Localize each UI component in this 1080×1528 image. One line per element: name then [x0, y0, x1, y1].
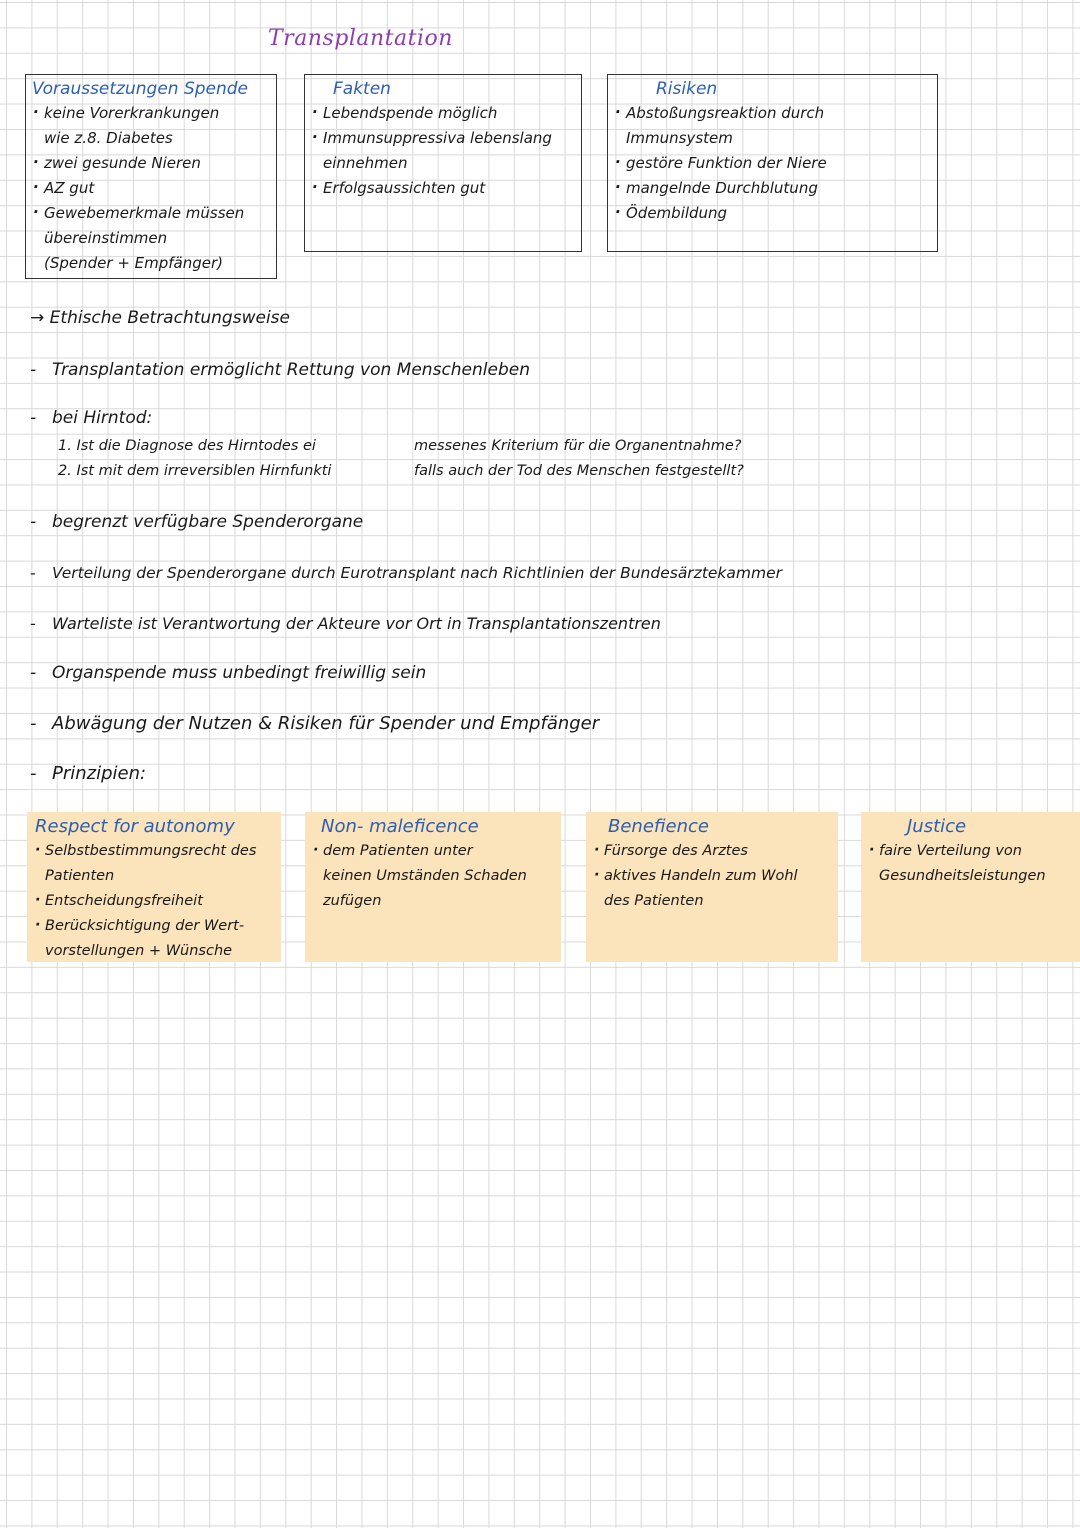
list-item: · Entscheidungsfreiheit — [35, 889, 273, 914]
list-item: Patienten — [45, 868, 115, 884]
arrow-icon: → — [30, 308, 45, 328]
dash-icon: - — [30, 512, 37, 532]
dash-icon: - — [30, 763, 37, 784]
hirntod-question-2b: falls auch der Tod des Menschen festgestellt? — [414, 463, 744, 479]
line-text: Organspende muss unbedingt freiwillig sein — [52, 663, 427, 683]
dash-icon: - — [30, 713, 37, 734]
list-item: keinen Umständen Schaden — [323, 868, 527, 884]
list-item: · dem Patienten unter — [313, 839, 553, 864]
list-item: · Erfolgsaussichten gut — [311, 176, 575, 201]
list-item: · mangelnde Durchblutung — [614, 176, 931, 201]
fakten-heading: Fakten — [333, 79, 391, 99]
list-item: · Abstoßungsreaktion durch — [614, 101, 931, 126]
line-text: Abwägung der Nutzen & Risiken für Spender und Empfänger — [52, 713, 600, 734]
list-item: · AZ gut — [32, 176, 270, 201]
list-item: · Gewebemerkmale müssen — [32, 201, 270, 226]
list-item: · keine Vorerkrankungen — [32, 101, 270, 126]
principle-justice — [861, 812, 1080, 962]
line-text: Warteliste ist Verantwortung der Akteure vor Ort in Transplantationszentren — [52, 614, 661, 633]
principle-heading: Benefience — [608, 816, 709, 837]
list-item: · Berücksichtigung der Wert- — [35, 914, 273, 939]
list-item: · faire Verteilung von — [869, 839, 1072, 864]
list-item: Gesundheitsleistungen — [879, 868, 1046, 884]
line-text: Prinzipien: — [52, 763, 147, 784]
list-item: zufügen — [323, 893, 382, 909]
dash-icon: - — [30, 614, 36, 633]
hirntod-question-1b: messenes Kriterium für die Organentnahme? — [414, 438, 742, 454]
list-item: · gestöre Funktion der Niere — [614, 151, 931, 176]
list-item: · Immunsuppressiva lebenslang — [311, 126, 575, 151]
principle-heading: Justice — [907, 816, 967, 837]
line-text: begrenzt verfügbare Spenderorgane — [52, 512, 364, 532]
principle-benefience — [586, 812, 838, 962]
hirntod-question-1a: 1. Ist die Diagnose des Hirntodes ei — [58, 438, 316, 454]
dash-icon: - — [30, 663, 37, 683]
ethik-heading: Ethische Betrachtungsweise — [49, 308, 290, 328]
ethik-line-prinzipien — [30, 763, 146, 784]
line-text: Verteilung der Spenderorgane durch Eurotransplant nach Richtlinien der Bundesärztekammer — [52, 564, 783, 582]
dash-icon: - — [30, 564, 36, 582]
line-text: bei Hirntod: — [52, 408, 153, 428]
list-item: · Lebendspende möglich — [311, 101, 575, 126]
dash-icon: - — [30, 408, 37, 428]
voraussetzungen-box — [25, 74, 277, 279]
ethik-line-begrenzt — [30, 512, 363, 532]
principle-heading: Non- maleficence — [321, 816, 479, 837]
risiken-box — [607, 74, 938, 252]
list-item: einnehmen — [323, 154, 408, 172]
list-item: des Patienten — [604, 893, 704, 909]
list-item: · Ödembildung — [614, 201, 931, 226]
list-item: · aktives Handeln zum Wohl — [594, 864, 830, 889]
line-text: Transplantation ermöglicht Rettung von Menschenleben — [52, 360, 531, 380]
ethik-heading-line — [30, 308, 290, 328]
ethik-line-hirntod — [30, 408, 152, 428]
voraussetzungen-heading: Voraussetzungen Spende — [32, 79, 249, 99]
list-item: · Fürsorge des Arztes — [594, 839, 830, 864]
ethik-line-abwaegung — [30, 713, 599, 734]
principle-heading: Respect for autonomy — [35, 816, 235, 837]
hirntod-question-2a: 2. Ist mit dem irreversiblen Hirnfunkti — [58, 463, 332, 479]
list-item: wie z.8. Diabetes — [44, 129, 173, 147]
principle-non-maleficence — [305, 812, 561, 962]
risiken-heading: Risiken — [656, 79, 718, 99]
list-item: · Selbstbestimmungsrecht des — [35, 839, 273, 864]
ethik-line-freiwillig — [30, 663, 426, 683]
dash-icon: - — [30, 360, 37, 380]
list-item: Immunsystem — [626, 129, 733, 147]
list-item: (Spender + Empfänger) — [44, 254, 224, 272]
ethik-line-warteliste — [30, 614, 661, 633]
page-title: Transplantation — [268, 26, 453, 51]
principle-autonomy — [27, 812, 281, 962]
list-item: vorstellungen + Wünsche — [45, 943, 233, 959]
ethik-line-rettung — [30, 360, 530, 380]
list-item: · zwei gesunde Nieren — [32, 151, 270, 176]
list-item: übereinstimmen — [44, 229, 168, 247]
fakten-box — [304, 74, 582, 252]
ethik-line-verteilung — [30, 564, 782, 582]
